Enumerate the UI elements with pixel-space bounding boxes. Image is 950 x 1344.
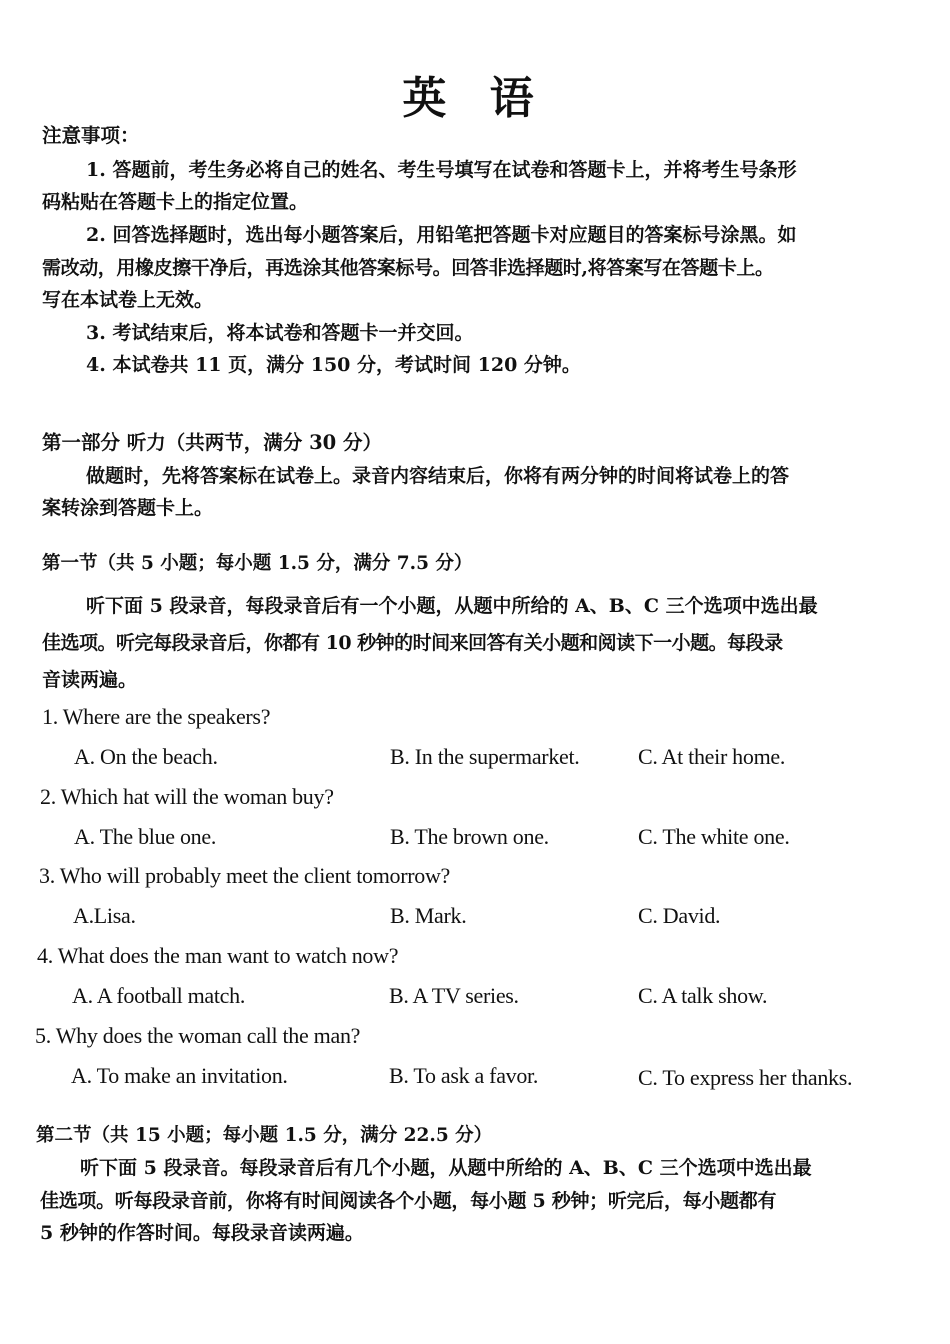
section1-heading: 第一节（共 5 小题；每小题 1.5 分，满分 7.5 分） [42,553,473,574]
question-5-option-b: B. To ask a favor. [389,1063,539,1088]
part1-intro-line: 做题时，先将答案标在试卷上。录音内容结束后，你将有两分钟的时间将试卷上的答 [86,465,790,487]
notice-line: 4. 本试卷共 11 页，满分 150 分，考试时间 120 分钟。 [86,354,581,376]
section1-intro-line: 音读两遍。 [42,669,138,691]
notice-line: 写在本试卷上无效。 [42,289,214,311]
question-4-option-b: B. A TV series. [389,983,519,1008]
notice-line: 2. 回答选择题时，选出每小题答案后，用铅笔把答题卡对应题目的答案标号涂黑。如 [86,224,797,246]
question-3-option-c: C. David. [638,903,721,928]
question-3: 3. Who will probably meet the client tomorrow? [39,863,451,888]
question-5: 5. Why does the woman call the man? [35,1023,361,1048]
question-4-option-a: A. A football match. [72,983,246,1008]
question-4-option-c: C. A talk show. [638,983,768,1008]
notice-line: 1. 答题前，考生务必将自己的姓名、考生号填写在试卷和答题卡上，并将考生号条形 [86,159,797,181]
section2-heading: 第二节（共 15 小题；每小题 1.5 分，满分 22.5 分） [36,1125,493,1146]
question-2-option-b: B. The brown one. [390,824,549,849]
question-2: 2. Which hat will the woman buy? [40,784,334,809]
notice-line: 需改动，用橡皮擦干净后，再选涂其他答案标号。回答非选择题时,将答案写在答题卡上。 [42,257,774,279]
page-title: 英 语 [402,73,548,124]
part1-heading: 第一部分 听力（共两节，满分 30 分） [42,431,383,454]
question-4: 4. What does the man want to watch now? [37,943,399,968]
question-5-option-a: A. To make an invitation. [71,1063,288,1088]
section1-intro-line: 佳选项。听完每段录音后，你都有 10 秒钟的时间来回答有关小题和阅读下一小题。每段录 [42,632,783,654]
notice-heading: 注意事项： [42,124,140,147]
question-1-option-b: B. In the supermarket. [390,744,580,769]
section2-intro-line: 听下面 5 段录音。每段录音后有几个小题，从题中所给的 A、B、C 三个选项中选出最 [80,1157,812,1179]
question-2-option-c: C. The white one. [638,824,790,849]
notice-line: 3. 考试结束后，将本试卷和答题卡一并交回。 [86,322,474,344]
part1-intro-line: 案转涂到答题卡上。 [42,497,214,519]
question-3-option-b: B. Mark. [390,903,467,928]
question-5-option-c: C. To express her thanks. [638,1065,853,1090]
question-2-option-a: A. The blue one. [74,824,217,849]
section2-intro-line: 5 秒钟的作答时间。每段录音读两遍。 [40,1222,364,1244]
section2-intro-line: 佳选项。听每段录音前，你将有时间阅读各个小题，每小题 5 秒钟；听完后，每小题都有 [40,1190,777,1212]
notice-line: 码粘贴在答题卡上的指定位置。 [42,191,309,213]
question-1-option-a: A. On the beach. [74,744,218,769]
question-1: 1. Where are the speakers? [42,704,271,729]
question-3-option-a: A.Lisa. [73,903,136,928]
section1-intro-line: 听下面 5 段录音，每段录音后有一个小题，从题中所给的 A、B、C 三个选项中选出最 [86,595,818,617]
question-1-option-c: C. At their home. [638,744,786,769]
